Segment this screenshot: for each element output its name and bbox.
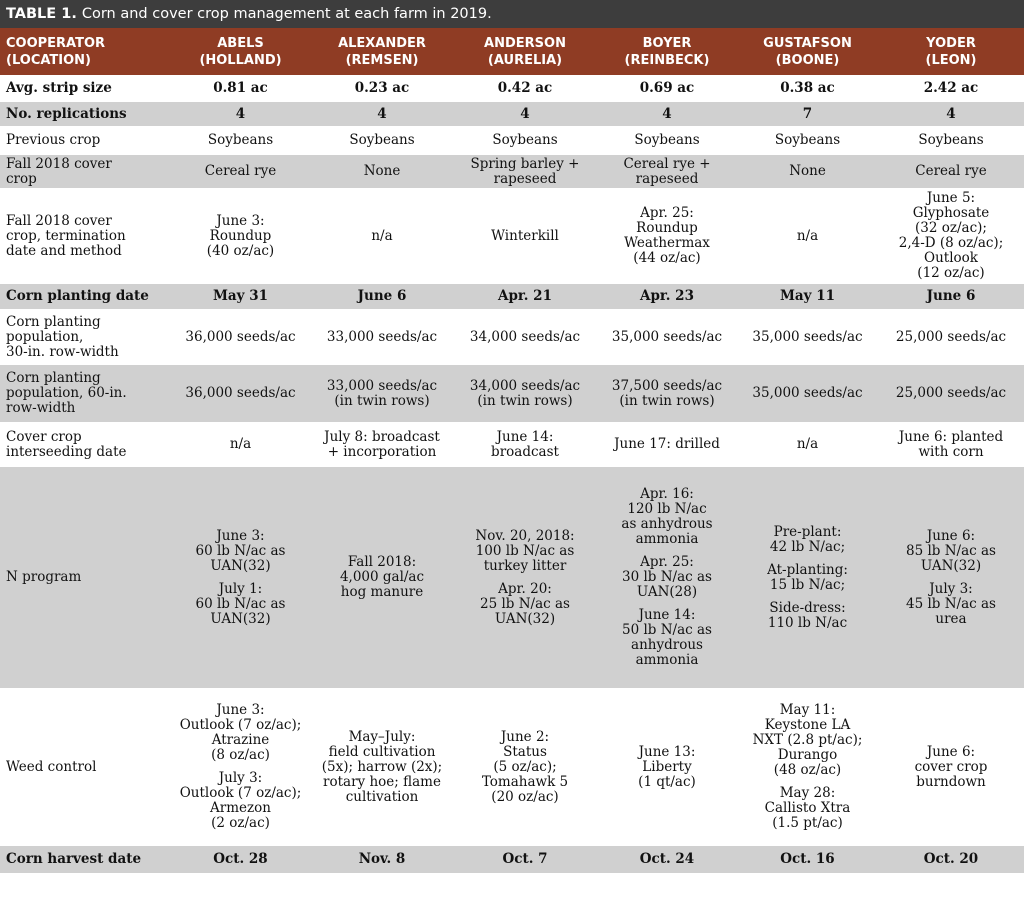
cell-text: n/a — [229, 436, 252, 452]
table-cell — [597, 689, 737, 845]
table-row — [0, 364, 1024, 423]
table-cell — [170, 845, 311, 873]
table-cell — [737, 364, 878, 423]
row-label: Corn planting date — [0, 283, 170, 310]
table-cell — [311, 283, 453, 310]
header-farm-6: YODER (LEON) — [878, 28, 1024, 76]
table-cell — [170, 189, 311, 283]
cell-text: 34,000 seeds/ac (in twin rows) — [469, 377, 581, 409]
cell-text: June 3: 60 lb N/ac as UAN(32) — [195, 527, 286, 574]
table-cell — [311, 423, 453, 466]
cell-text: Spring barley + rapeseed — [470, 155, 580, 187]
table-cell — [878, 310, 1024, 364]
cell-text: Soybeans — [774, 132, 841, 148]
table-row — [0, 689, 1024, 845]
cell-text: May–July: field cultivation (5x); harrow (2x); rotary hoe; flame cultivation — [321, 728, 443, 805]
cell-text: May 11 — [779, 288, 836, 304]
table-cell — [737, 101, 878, 127]
cell-text: June 6: planted with corn — [898, 428, 1004, 460]
cell-text: Side-dress: 110 lb N/ac — [767, 599, 848, 631]
table-cell — [311, 76, 453, 101]
table-cell — [170, 466, 311, 689]
cell-text: Oct. 16 — [780, 851, 835, 867]
table-cell — [878, 845, 1024, 873]
table-cell — [453, 364, 597, 423]
table-cell — [878, 423, 1024, 466]
table-cell — [597, 423, 737, 466]
cell-text: 36,000 seeds/ac — [185, 328, 296, 345]
cell-text: May 31 — [212, 288, 269, 304]
cell-text: 4 — [520, 105, 530, 122]
table-row — [0, 466, 1024, 689]
table-cell — [311, 127, 453, 154]
cell-text: June 6 — [926, 288, 976, 304]
cell-text: May 11: Keystone LA NXT (2.8 pt/ac); Durango (48 oz/ac) — [752, 702, 863, 778]
table-cell — [170, 689, 311, 845]
header-farm-2: ALEXANDER (REMSEN) — [311, 28, 453, 76]
cell-text: n/a — [796, 436, 819, 452]
cell-text: 0.42 ac — [497, 80, 553, 96]
table-cell — [597, 127, 737, 154]
cell-text: Oct. 24 — [639, 851, 695, 867]
table-cell — [737, 310, 878, 364]
table-cell — [453, 845, 597, 873]
cell-text: None — [363, 163, 401, 179]
cell-text: Apr. 25: 30 lb N/ac as UAN(28) — [622, 554, 712, 600]
cell-text: June 17: drilled — [614, 436, 720, 452]
cell-text: Apr. 20: 25 lb N/ac as UAN(32) — [480, 580, 570, 627]
table-cell — [597, 310, 737, 364]
row-label: Fall 2018 cover crop — [0, 154, 170, 189]
row-label: Corn harvest date — [0, 845, 170, 873]
cell-text: n/a — [371, 227, 393, 244]
table-row — [0, 189, 1024, 283]
cell-text: Apr. 23 — [640, 288, 694, 304]
table-cell — [311, 845, 453, 873]
cell-text: 0.23 ac — [354, 80, 410, 96]
cell-text: May 28: Callisto Xtra (1.5 pt/ac) — [764, 785, 851, 831]
cell-text: June 3: Roundup (40 oz/ac) — [206, 212, 275, 259]
table-cell — [311, 101, 453, 127]
table-cell — [597, 189, 737, 283]
table-cell — [597, 154, 737, 189]
cell-text: 7 — [802, 105, 813, 122]
table-cell — [453, 689, 597, 845]
table-row — [0, 76, 1024, 101]
row-label: Corn planting population, 60-in. row-width — [0, 364, 170, 423]
cell-text: 33,000 seeds/ac (in twin rows) — [326, 377, 438, 409]
cell-text: 0.38 ac — [780, 80, 835, 96]
row-label: No. replications — [0, 101, 170, 127]
cell-text: 25,000 seeds/ac — [895, 385, 1007, 401]
table-cell — [311, 364, 453, 423]
row-label: Cover crop interseeding date — [0, 423, 170, 466]
table-row — [0, 283, 1024, 310]
cell-text: Cereal rye — [204, 163, 277, 179]
table-cell — [311, 689, 453, 845]
table-cell — [737, 76, 878, 101]
table-cell — [453, 154, 597, 189]
table-cell — [453, 466, 597, 689]
table-cell — [878, 283, 1024, 310]
row-label: Weed control — [0, 689, 170, 845]
table-cell — [170, 101, 311, 127]
header-farm-1: ABELS (HOLLAND) — [170, 28, 311, 76]
table-cell — [311, 310, 453, 364]
table-cell — [453, 127, 597, 154]
table-cell — [878, 76, 1024, 101]
table-cell — [170, 127, 311, 154]
cell-text: 4 — [662, 105, 672, 122]
cell-text: Apr. 21 — [498, 288, 552, 304]
cell-text: 34,000 seeds/ac — [469, 328, 581, 345]
cell-text: June 14: broadcast — [491, 428, 559, 460]
table-cell — [453, 101, 597, 127]
cell-text: 4 — [946, 105, 956, 122]
cell-text: July 3: 45 lb N/ac as urea — [906, 580, 996, 627]
cell-text: Soybeans — [634, 132, 700, 148]
table-cell — [737, 845, 878, 873]
table-cell — [597, 466, 737, 689]
row-label: N program — [0, 466, 170, 689]
table-cell — [170, 76, 311, 101]
table-cell — [737, 154, 878, 189]
cell-text: Cereal rye — [915, 163, 987, 179]
table-caption: Corn and cover crop management at each farm in 2019. — [81, 6, 492, 22]
cell-text: Cereal rye + rapeseed — [623, 155, 711, 187]
table-cell — [170, 423, 311, 466]
header-row — [0, 28, 1024, 76]
management-table — [0, 28, 1024, 873]
table-cell — [453, 189, 597, 283]
table-row — [0, 310, 1024, 364]
cell-text: July 1: 60 lb N/ac as UAN(32) — [195, 580, 286, 627]
table-cell — [597, 364, 737, 423]
cell-text: June 5: Glyphosate (32 oz/ac); 2,4-D (8 oz/ac); Outlook (12 oz/ac) — [898, 190, 1004, 281]
cell-text: 4 — [235, 105, 246, 122]
cell-text: Nov. 20, 2018: 100 lb N/ac as turkey litter — [475, 527, 575, 574]
cell-text: At-planting: 15 lb N/ac; — [767, 561, 848, 593]
table-cell — [878, 101, 1024, 127]
cell-text: 36,000 seeds/ac — [185, 385, 296, 401]
table-cell — [878, 689, 1024, 845]
cell-text: Fall 2018: 4,000 gal/ac hog manure — [339, 554, 425, 600]
table-cell — [737, 127, 878, 154]
cell-text: Soybeans — [492, 132, 558, 148]
table-row — [0, 845, 1024, 873]
table-cell — [878, 189, 1024, 283]
cell-text: Soybeans — [349, 132, 415, 148]
cell-text: June 6: cover crop burndown — [914, 743, 988, 790]
table-cell — [311, 189, 453, 283]
cell-text: 25,000 seeds/ac — [895, 328, 1007, 345]
cell-text: Oct. 28 — [213, 851, 268, 867]
table-cell — [597, 845, 737, 873]
cell-text: Oct. 7 — [502, 851, 548, 867]
cell-text: None — [789, 163, 826, 179]
table-cell — [170, 364, 311, 423]
cell-text: June 13: Liberty (1 qt/ac) — [638, 743, 696, 790]
cell-text: 35,000 seeds/ac — [752, 385, 863, 401]
cell-text: Soybeans — [207, 132, 274, 148]
table-cell — [311, 154, 453, 189]
table-cell — [878, 466, 1024, 689]
header-cooperator-location: COOPERATOR (LOCATION) — [0, 28, 170, 76]
cell-text: Pre-plant: 42 lb N/ac; — [769, 523, 846, 555]
table-number: TABLE 1. — [6, 6, 77, 22]
cell-text: 37,500 seeds/ac (in twin rows) — [611, 377, 723, 409]
table-row — [0, 127, 1024, 154]
table-cell — [737, 189, 878, 283]
cell-text: Oct. 20 — [923, 851, 979, 867]
table-title — [0, 0, 1024, 28]
cell-text: 2.42 ac — [923, 80, 979, 96]
table-row — [0, 101, 1024, 127]
table-cell — [453, 76, 597, 101]
cell-text: June 2: Status (5 oz/ac); Tomahawk 5 (20 oz/ac) — [481, 728, 569, 805]
cell-text: 0.69 ac — [639, 80, 695, 96]
cell-text: n/a — [796, 227, 819, 244]
cell-text: Apr. 16: 120 lb N/ac as anhydrous ammonia — [621, 486, 713, 547]
table-cell — [453, 283, 597, 310]
cell-text: Apr. 25: Roundup Weathermax (44 oz/ac) — [624, 205, 710, 266]
table-cell — [170, 310, 311, 364]
cell-text: Winterkill — [491, 227, 559, 244]
row-label: Previous crop — [0, 127, 170, 154]
cell-text: July 8: broadcast + incorporation — [324, 428, 440, 460]
row-label: Fall 2018 cover crop, termination date and method — [0, 189, 170, 283]
header-farm-5: GUSTAFSON (BOONE) — [737, 28, 878, 76]
table-cell — [737, 423, 878, 466]
cell-text: 35,000 seeds/ac — [611, 328, 723, 345]
header-farm-4: BOYER (REINBECK) — [597, 28, 737, 76]
cell-text: June 6 — [357, 288, 407, 304]
cell-text: Soybeans — [918, 132, 984, 148]
cell-text: June 14: 50 lb N/ac as anhydrous ammonia — [622, 607, 712, 668]
table-cell — [453, 423, 597, 466]
table-cell — [878, 127, 1024, 154]
cell-text: June 3: Outlook (7 oz/ac); Atrazine (8 oz/ac) — [179, 702, 302, 763]
cell-text: June 6: 85 lb N/ac as UAN(32) — [906, 527, 996, 574]
table-cell — [170, 283, 311, 310]
cell-text: 0.81 ac — [213, 80, 268, 96]
table-cell — [878, 364, 1024, 423]
cell-text: July 3: Outlook (7 oz/ac); Armezon (2 oz/ac) — [179, 770, 302, 831]
table-cell — [737, 283, 878, 310]
table-cell — [737, 689, 878, 845]
table-cell — [597, 283, 737, 310]
table-cell — [597, 101, 737, 127]
table-cell — [737, 466, 878, 689]
row-label: Avg. strip size — [0, 76, 170, 101]
cell-text: 33,000 seeds/ac — [326, 328, 438, 345]
table-cell — [453, 310, 597, 364]
header-farm-3: ANDERSON (AURELIA) — [453, 28, 597, 76]
table-cell — [597, 76, 737, 101]
table-body — [0, 76, 1024, 873]
cell-text: Nov. 8 — [358, 851, 406, 867]
cell-text: 4 — [377, 105, 387, 122]
table-row — [0, 423, 1024, 466]
cell-text: 35,000 seeds/ac — [752, 328, 863, 345]
table-cell — [878, 154, 1024, 189]
table-cell — [311, 466, 453, 689]
row-label: Corn planting population, 30-in. row-width — [0, 310, 170, 364]
table-cell — [170, 154, 311, 189]
table-row — [0, 154, 1024, 189]
